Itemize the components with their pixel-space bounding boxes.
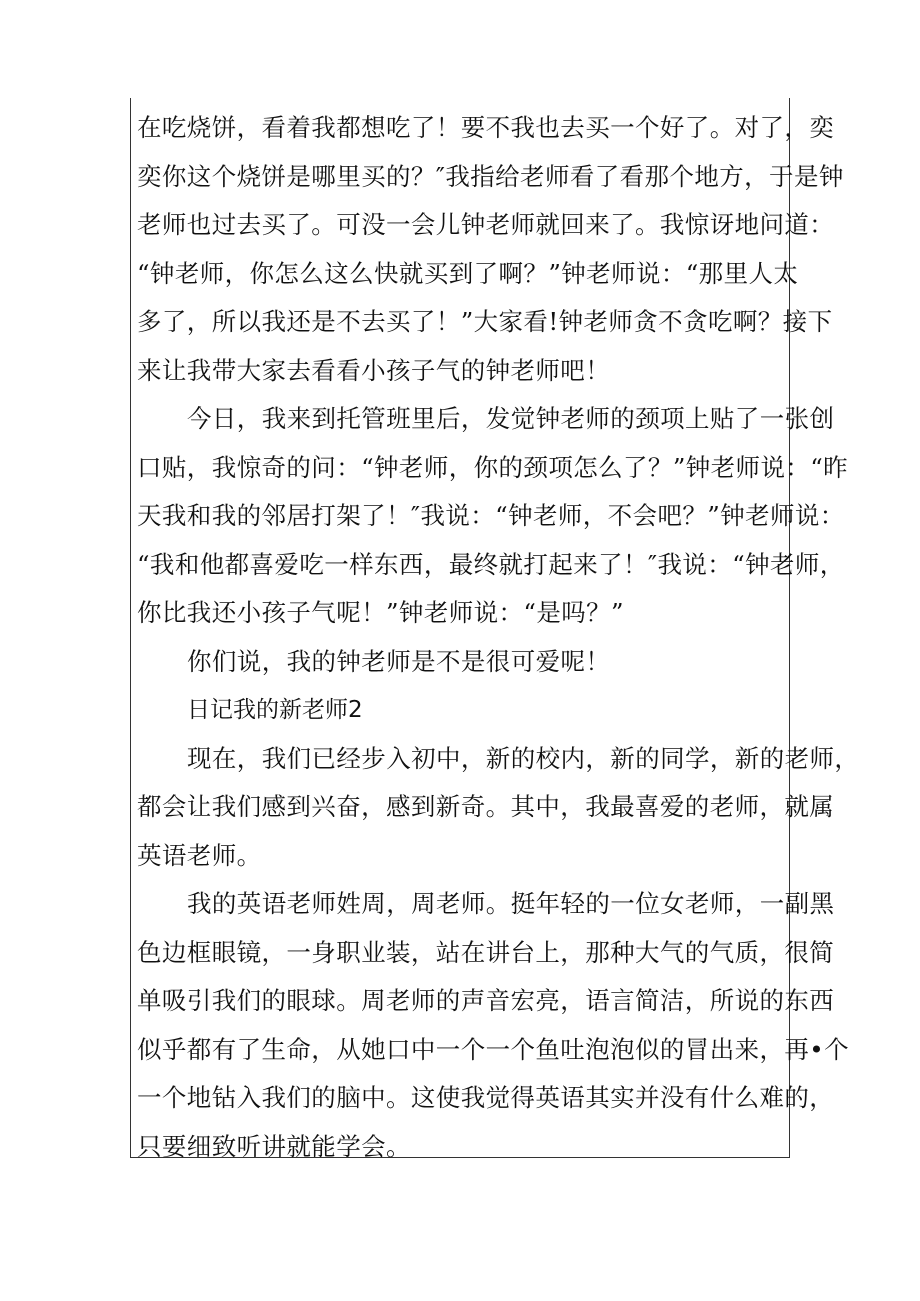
text-line: 现在，我们已经步入初中，新的校内，新的同学，新的老师， (187, 743, 860, 773)
text-line: 都会让我们感到兴奋，感到新奇。其中，我最喜爱的老师，就属 (137, 792, 835, 821)
text-line: 似乎都有了生命，从她口中一个一个鱼吐泡泡似的冒出来，再•个 (137, 1034, 850, 1064)
text-line: 你比我还小孩子气呢！”钟老师说：“是吗？” (137, 598, 624, 627)
text-line: 只要细致听讲就能学会。 (137, 1131, 411, 1161)
text-line: 口贴，我惊奇的问：“钟老师，你的颈项怎么了？”钟老师说：“昨 (137, 452, 849, 482)
text-line: 在吃烧饼，看着我都想吃了！要不我也去买一个好了。对了，奕 (137, 113, 835, 142)
document-body (137, 104, 860, 1171)
text-line: 你们说，我的钟老师是不是很可爱呢！ (187, 646, 611, 676)
text-line: 来让我带大家去看看小孩子气的钟老师吧！ (137, 355, 611, 385)
paragraph-3 (137, 638, 787, 687)
text-line: 今日，我来到托管班里后，发觉钟老师的颈项上贴了一张创 (187, 404, 835, 433)
text-line: 多了，所以我还是不去买了！”大家看!钟老师贪不贪吃啊？接下 (137, 307, 833, 336)
section-heading: 日记我的新老师2 (187, 697, 363, 723)
text-line: 色边框眼镜，一身职业装，站在讲台上，那种大气的气质，很简 (137, 937, 835, 967)
paragraph-4 (137, 735, 860, 881)
paragraph-5 (137, 880, 850, 1171)
text-line: 老师也过去买了。可没一会儿钟老师就回来了。我惊讶地问道： (137, 210, 835, 239)
text-line: 我的英语老师姓周，周老师。挺年轻的一位女老师，一副黑 (187, 889, 835, 918)
text-line: 奕你这个烧饼是哪里买的？″我指给老师看了看那个地方，于是钟 (137, 161, 844, 191)
text-line: 一个地钻入我们的脑中。这使我觉得英语其实并没有什么难的， (137, 1083, 835, 1112)
paragraph-1 (137, 104, 844, 395)
text-line: “我和他都喜爱吃一样东西，最终就打起来了！″我说：“钟老师， (137, 549, 845, 579)
text-line: 单吸引我们的眼球。周老师的声音宏亮，语言简洁，所说的东西 (137, 986, 835, 1015)
text-line: 英语老师。 (137, 840, 262, 870)
text-line: 天我和我的邻居打架了！″我说：“钟老师，不会吧？”钟老师说： (137, 501, 845, 530)
text-line: “钟老师，你怎么这么快就买到了啊？”钟老师说：“那里人太 (137, 258, 799, 288)
paragraph-2 (137, 395, 849, 638)
